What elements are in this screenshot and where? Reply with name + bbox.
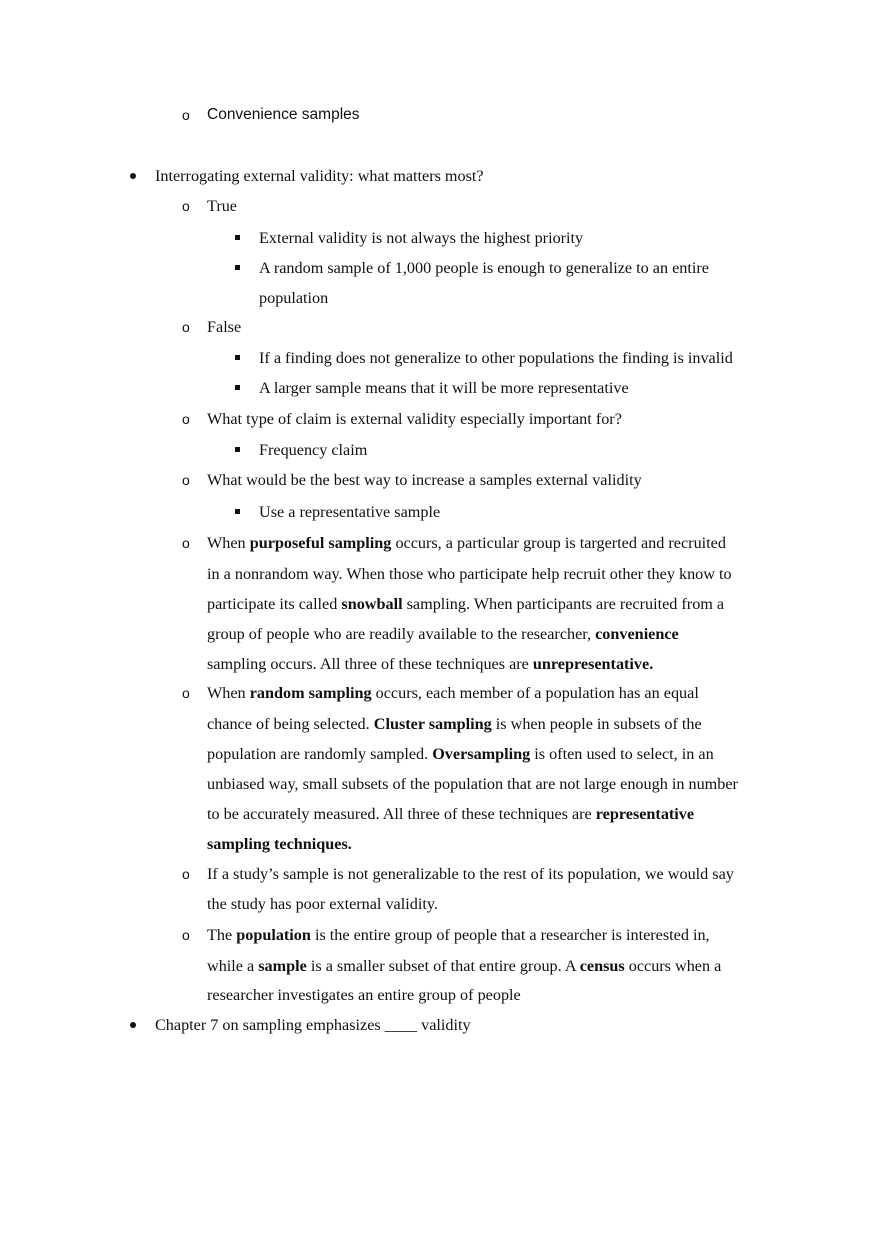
circle-bullet-icon: o [182,411,190,427]
square-bullet-icon [235,355,240,360]
true-label: True [207,197,237,215]
paragraph-line: the study has poor external validity. [207,895,438,913]
answer: Frequency claim [259,441,368,459]
list-item: Convenience samples [207,106,360,123]
paragraph-line: group of people who are readily available to the researcher, convenience [207,625,679,643]
paragraph-line: When random sampling occurs, each member of a population has an equal [207,684,699,702]
paragraph-line: When purposeful sampling occurs, a particular group is targerted and recruited [207,534,726,552]
disc-bullet-icon [130,1022,136,1028]
circle-bullet-icon: o [182,198,190,214]
paragraph-line: to be accurately measured. All three of these techniques are representative [207,805,695,823]
square-bullet-icon [235,447,240,452]
paragraph-line: If a study’s sample is not generalizable to the rest of its population, we would say [207,865,734,883]
circle-bullet-icon: o [182,319,190,335]
paragraph-line: sampling occurs. All three of these techniques are unrepresentative. [207,655,654,673]
paragraph-line: unbiased way, small subsets of the population that are not large enough in number [207,775,738,793]
paragraph-line: participate its called snowball sampling. When participants are recruited from a [207,595,725,613]
answer: Use a representative sample [259,503,441,521]
false-label: False [207,318,242,336]
circle-bullet-icon: o [182,866,190,882]
paragraph-line: while a sample is a smaller subset of that entire group. A census occurs when a [207,957,722,975]
list-item: A larger sample means that it will be more representative [259,379,629,397]
paragraph-line: researcher investigates an entire group of people [207,986,521,1004]
paragraph-line: population are randomly sampled. Oversampling is often used to select, in an [207,745,714,763]
question: What type of claim is external validity especially important for? [207,410,622,428]
square-bullet-icon [235,509,240,514]
disc-bullet-icon [130,173,136,179]
section-heading: Interrogating external validity: what matters most? [155,167,484,185]
question: What would be the best way to increase a samples external validity [207,471,642,489]
circle-bullet-icon: o [182,927,190,943]
square-bullet-icon [235,235,240,240]
square-bullet-icon [235,265,240,270]
paragraph-line: sampling techniques. [207,835,352,853]
square-bullet-icon [235,385,240,390]
list-item-continuation: population [259,289,329,307]
circle-bullet-icon: o [182,107,190,123]
circle-bullet-icon: o [182,472,190,488]
paragraph-line: in a nonrandom way. When those who participate help recruit other they know to [207,565,732,583]
section-heading: Chapter 7 on sampling emphasizes ____ validity [155,1016,471,1034]
circle-bullet-icon: o [182,685,190,701]
list-item: A random sample of 1,000 people is enough to generalize to an entire [259,259,709,277]
circle-bullet-icon: o [182,535,190,551]
list-item: External validity is not always the highest priority [259,229,584,247]
paragraph-line: chance of being selected. Cluster sampling is when people in subsets of the [207,715,702,733]
list-item: If a finding does not generalize to other populations the finding is invalid [259,349,733,367]
paragraph-line: The population is the entire group of people that a researcher is interested in, [207,926,710,944]
